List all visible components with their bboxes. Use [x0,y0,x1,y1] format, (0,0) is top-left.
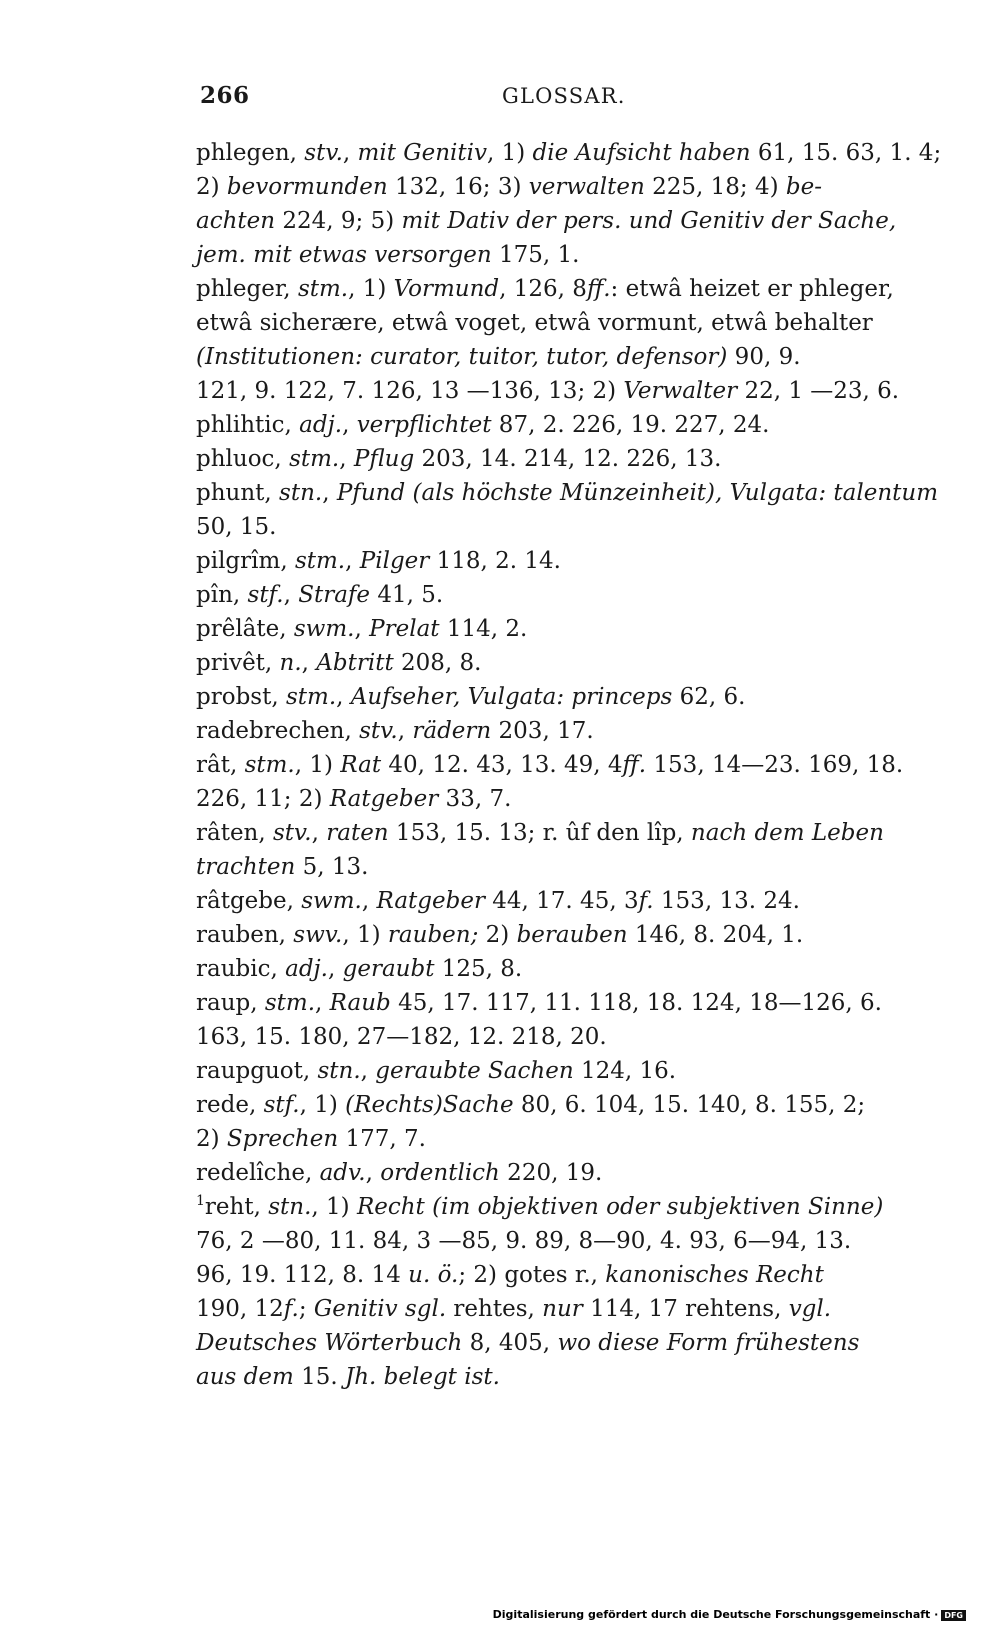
running-title: GLOSSAR. [502,84,626,108]
entry-line: phluoc, stm., Pflug 203, 14. 214, 12. 226, 13. [196,446,722,472]
entry-line: pilgrîm, stm., Pilger 118, 2. 14. [196,548,561,574]
glossary-entry [196,748,916,816]
entry-line: radebrechen, stv., rädern 203, 17. [196,718,594,744]
entry-line: Deutsches Wörterbuch 8, 405, wo diese Form frühestens [196,1330,860,1356]
glossary-entry [196,884,916,918]
entry-line: 96, 19. 112, 8. 14 u. ö.; 2) gotes r., kanonisches Recht [196,1262,824,1288]
glossary-entry [196,1054,916,1088]
entry-line: privêt, n., Abtritt 208, 8. [196,650,482,676]
entry-line: aus dem 15. Jh. belegt ist. [196,1364,500,1390]
glossary-entry [196,272,916,408]
entry-line: raupguot, stn., geraubte Sachen 124, 16. [196,1058,677,1084]
glossary-entry [196,408,916,442]
entry-line: phlegen, stv., mit Genitiv, 1) die Aufsicht haben 61, 15. 63, 1. 4; [196,140,942,166]
entry-line: rauben, swv., 1) rauben; 2) berauben 146, 8. 204, 1. [196,922,804,948]
entry-line: rât, stm., 1) Rat 40, 12. 43, 13. 49, 4ff. 153, 14—23. 169, 18. [196,752,904,778]
entry-line: phunt, stn., Pfund (als höchste Münzeinheit), Vulgata: talentum [196,480,939,506]
entry-line: (Institutionen: curator, tuitor, tutor, defensor) 90, 9. [196,344,801,370]
entry-line: redelîche, adv., ordentlich 220, 19. [196,1160,603,1186]
glossary-entry [196,986,916,1054]
entry-line: 2) Sprechen 177, 7. [196,1126,426,1152]
digitization-credit [493,1608,966,1621]
entry-line: 2) bevormunden 132, 16; 3) verwalten 225, 18; 4) be- [196,174,822,200]
entry-line: trachten 5, 13. [196,854,369,880]
glossary-entry [196,1156,916,1190]
entry-line: 163, 15. 180, 27—182, 12. 218, 20. [196,1024,607,1050]
entry-line: achten 224, 9; 5) mit Dativ der pers. und Genitiv der Sache, [196,208,897,234]
glossary-entries [196,136,942,1394]
glossary-entry [196,578,916,612]
entry-line: 226, 11; 2) Ratgeber 33, 7. [196,786,512,812]
entry-line: jem. mit etwas versorgen 175, 1. [196,242,580,268]
glossary-entry [196,136,942,272]
entry-line: pîn, stf., Strafe 41, 5. [196,582,444,608]
glossary-entry [196,442,916,476]
glossary-entry [196,612,916,646]
glossary-entry [196,952,916,986]
glossary-entry [196,476,939,544]
glossary-entry [196,1088,916,1156]
entry-line: 121, 9. 122, 7. 126, 13 —136, 13; 2) Verwalter 22, 1 —23, 6. [196,378,900,404]
glossary-entry [196,1190,916,1394]
entry-line: 190, 12f.; Genitiv sgl. rehtes, nur 114, 17 rehtens, vgl. [196,1296,832,1322]
glossary-entry [196,918,916,952]
entry-line: raubic, adj., geraubt 125, 8. [196,956,523,982]
entry-line: prêlâte, swm., Prelat 114, 2. [196,616,528,642]
glossary-entry [196,816,916,884]
glossary-entry [196,714,916,748]
entry-line: etwâ sicherære, etwâ voget, etwâ vormunt, etwâ behalter [196,310,873,336]
glossary-entry [196,680,916,714]
dfg-logo: DFG [941,1610,966,1621]
glossary-entry [196,646,916,680]
page-number: 266 [200,82,250,109]
entry-line: probst, stm., Aufseher, Vulgata: princeps 62, 6. [196,684,746,710]
entry-line: 76, 2 —80, 11. 84, 3 —85, 9. 89, 8—90, 4. 93, 6—94, 13. [196,1228,852,1254]
credit-text: Digitalisierung gefördert durch die Deutsche Forschungsgemeinschaft · [492,1608,939,1621]
entry-line: $^1$reht, stn., 1) Recht (im objektiven oder subjektiven Sinne) [196,1193,884,1220]
entry-line: raup, stm., Raub 45, 17. 117, 11. 118, 18. 124, 18—126, 6. [196,990,882,1016]
entry-line: râten, stv., raten 153, 15. 13; r. ûf den lîp, nach dem Leben [196,820,884,846]
entry-line: 50, 15. [196,514,277,540]
entry-line: rede, stf., 1) (Rechts)Sache 80, 6. 104, 15. 140, 8. 155, 2; [196,1092,866,1118]
entry-line: phleger, stm., 1) Vormund, 126, 8ff.: etwâ heizet er phleger, [196,276,894,302]
entry-line: phlihtic, adj., verpflichtet 87, 2. 226, 19. 227, 24. [196,412,770,438]
glossary-entry [196,544,916,578]
entry-line: râtgebe, swm., Ratgeber 44, 17. 45, 3f. 153, 13. 24. [196,888,800,914]
